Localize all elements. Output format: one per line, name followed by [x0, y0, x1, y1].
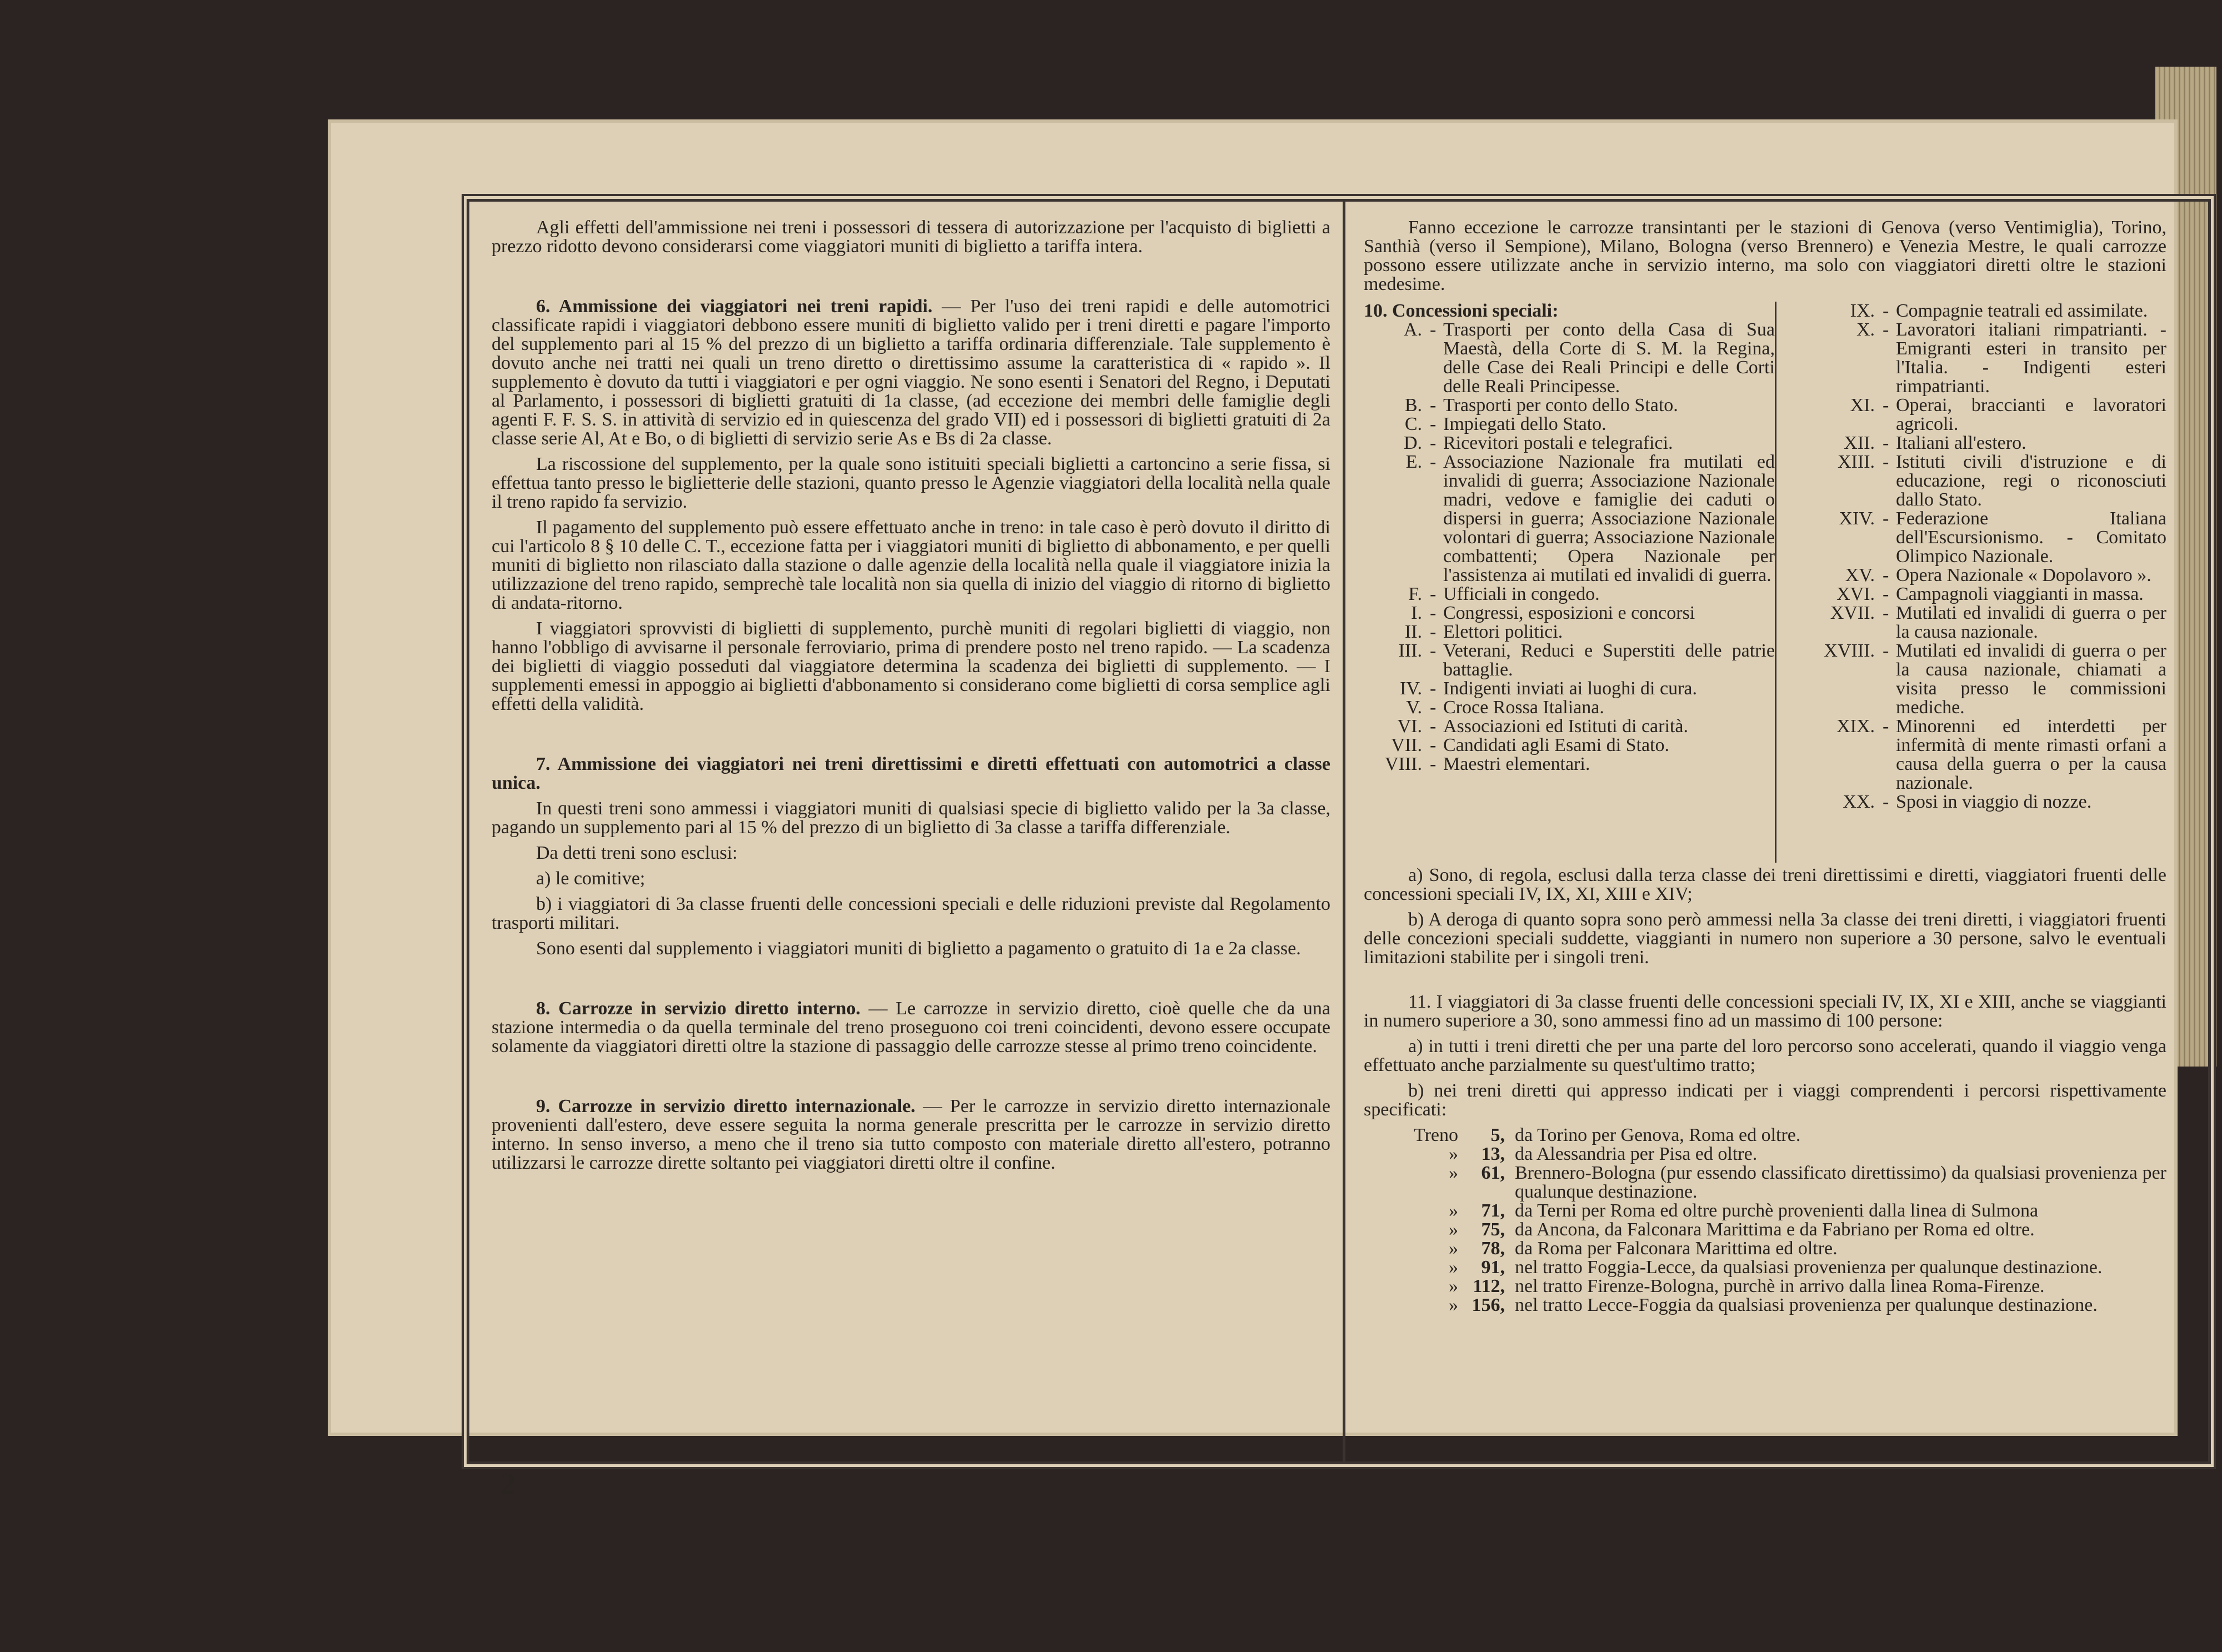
concession-item [1364, 604, 1775, 623]
concession-item-key: B. [1404, 395, 1422, 415]
train-item-key: » [1449, 1219, 1458, 1240]
concessions-right-list [1791, 302, 2166, 812]
train-item [1364, 1296, 2166, 1315]
concession-item-text: Candidati agli Esami di Stato. [1443, 735, 1670, 755]
section-9 [492, 1097, 1330, 1173]
concession-item [1791, 321, 2166, 396]
concession-item-key: XIV. [1839, 508, 1875, 529]
dash: - [1430, 622, 1437, 642]
dash: - [1430, 603, 1437, 623]
dash: - [1430, 414, 1437, 434]
section-11-item-b: b) nei treni diretti qui appresso indicati per i viaggi comprendenti i percorsi rispettivamente specificati: [1364, 1080, 2166, 1120]
concession-item-key: IX. [1850, 301, 1875, 321]
train-item-number: 78, [1481, 1238, 1505, 1259]
concession-item-text: Veterani, Reduci e Superstiti delle patrie battaglie. [1443, 640, 1775, 680]
train-item-number: 71, [1481, 1200, 1505, 1221]
dash: - [1883, 640, 1889, 661]
section-6-paragraph-3: Il pagamento del supplemento può essere effettuato anche in treno: in tale caso è però dovuto il diritto di cui l'articolo 8 § 10 delle C. T., eccezione fatta per i viaggiatori muniti di biglietto di abbonamento, e per quelli muniti di biglietto non rilasciato dalla stazione o dalle agenzie della località nella quale il viaggiatore inizia la utilizzazione del treno rapido, semprechè tale località non sia quella di inizio del viaggio di ritorno di biglietto di andata-ritorno. [492, 517, 1330, 613]
concession-item-text: Compagnie teatrali ed assimilate. [1896, 301, 2148, 321]
concession-item [1364, 415, 1775, 434]
concession-item [1364, 755, 1775, 774]
section-7-item-b: b) i viaggiatori di 3a classe fruenti delle concessioni speciali e delle riduzioni previste dal Regolamento trasporti militari. [492, 894, 1330, 933]
concession-item-text: Italiani all'estero. [1896, 433, 2026, 453]
concession-item-key: XX. [1843, 792, 1875, 812]
concession-item-key: F. [1408, 584, 1422, 604]
train-list [1364, 1126, 2166, 1315]
concession-item-key: XIII. [1837, 452, 1875, 472]
dash: - [1430, 697, 1437, 718]
concession-item-text: Mutilati ed invalidi di guerra o per la causa nazionale. [1896, 603, 2166, 642]
train-item-key: » [1449, 1200, 1458, 1221]
section-9-text: — Per le carrozze in servizio diretto internazionale provenienti dall'estero, deve essere seguita la norma generale prescritta per le carrozze in servizio diretto interno. In senso inverso, a meno che il treno sia tutto composto con materiale diretto all'estero, potranno utilizzarsi le carrozze dirette soltanto pei viaggiatori diretti oltre il confine. [492, 1096, 1330, 1173]
concession-item-text: Associazione Nazionale fra mutilati ed invalidi di guerra; Associazione Nazionale madri, vedove e famiglie dei caduti o dispersi in guerra; Associazione Nazionale volontari di guerra; Associazione Nazionale combattenti; Opera Nazionale per l'assistenza ai mutilati ed invalidi di guerra. [1443, 452, 1775, 585]
train-item [1364, 1202, 2166, 1220]
section-6-text: — Per l'uso dei treni rapidi e delle automotrici classificate rapidi i viaggiatori debbono essere muniti di biglietto valido per i treni diretti e pagare l'importo del supplemento pari al 15 % del prezzo di un biglietto a tariffa ordinaria differenziale. Tale supplemento è dovuto anche nei tratti nei quali un treno diretto o direttissimo assume la caratteristica di « rapido ». Il supplemento è dovuto da tutti i viaggiatori e per ogni viaggio. Ne sono esenti i Senatori del Regno, i Deputati al Parlamento, i possessori di biglietti gratuiti di 1a classe, (ad eccezione dei membri delle famiglie degli agenti F. F. S. S. in attività di servizio ed in quiescenza del grado VII) ed i possessori di biglietti gratuiti di 2a classe serie Al, At e Bo, o di biglietti di servizio serie As e Bs di 2a classe. [492, 296, 1330, 449]
concession-item [1364, 642, 1775, 679]
concession-item [1791, 434, 2166, 453]
train-item-number: 75, [1481, 1219, 1505, 1240]
right-column [1364, 218, 2166, 1445]
section-10-note-a: a) Sono, di regola, esclusi dalla terza classe dei treni direttissimi e diretti, viaggiatori fruenti delle concessioni speciali IV, IX, XI, XIII e XIV; [1364, 865, 2166, 904]
dash: - [1883, 565, 1889, 585]
concession-item-text: Operai, braccianti e lavoratori agricoli. [1896, 395, 2166, 434]
dash: - [1430, 735, 1437, 755]
concession-item-text: Congressi, esposizioni e concorsi [1443, 603, 1695, 623]
section-6 [492, 297, 1330, 448]
train-item [1364, 1145, 2166, 1164]
section-6-paragraph-4: I viaggiatori sprovvisti di biglietti di supplemento, purchè muniti di regolari biglietti di viaggio, non hanno l'obbligo di avvisarne il personale ferroviario, prima di prendere posto nel treno rapido. — La scadenza dei biglietti di viaggio posseduti dal viaggiatore determina la scadenza dei biglietti di supplemento. — I supplementi emessi in appoggio ai biglietti d'abbonamento si considerano come biglietti di corsa semplice agli effetti della validità. [492, 618, 1330, 714]
concession-item [1791, 793, 2166, 812]
column-divider [1343, 202, 1345, 1461]
train-item-number: 13, [1481, 1144, 1505, 1164]
section-8-title: 8. Carrozze in servizio diretto interno. [536, 998, 860, 1019]
concession-item-key: VI. [1397, 716, 1422, 737]
concession-item [1791, 302, 2166, 321]
concession-item-text: Minorenni ed interdetti per infermità di mente rimasti orfani a causa della guerra o per la causa nazionale. [1896, 716, 2166, 793]
train-item-text: nel tratto Lecce-Foggia da qualsiasi provenienza per qualunque destinazione. [1515, 1295, 2098, 1315]
concession-item-key: VIII. [1384, 754, 1422, 774]
dash: - [1430, 678, 1437, 699]
dash: - [1430, 395, 1437, 415]
train-item-text: nel tratto Firenze-Bologna, purchè in arrivo dalla linea Roma-Firenze. [1515, 1276, 2045, 1296]
train-item-text: da Alessandria per Pisa ed oltre. [1515, 1144, 1758, 1164]
concession-item-text: Associazioni ed Istituti di carità. [1443, 716, 1688, 737]
concession-item [1791, 585, 2166, 604]
concession-item [1791, 453, 2166, 509]
section-7-paragraph-1: In questi treni sono ammessi i viaggiatori muniti di qualsiasi specie di biglietto valido per la 3a classe, pagando un supplemento pari al 15 % del prezzo di un biglietto di 3a classe a tariffa differenziale. [492, 798, 1330, 838]
train-item-number: 5, [1490, 1125, 1505, 1145]
concession-item-key: XI. [1850, 395, 1875, 415]
concession-item [1791, 566, 2166, 585]
intro-paragraph: Agli effetti dell'ammissione nei treni i possessori di tessera di autorizzazione per l'acquisto di biglietti a prezzo ridotto devono considerarsi come viaggiatori muniti di biglietto a tariffa intera. [492, 217, 1330, 257]
train-item-number: 61, [1481, 1163, 1505, 1183]
concession-item-key: XVI. [1836, 584, 1875, 604]
section-7-paragraph-2: Da detti treni sono esclusi: [536, 843, 738, 863]
concession-item [1364, 736, 1775, 755]
concession-item-text: Campagnoli viaggianti in massa. [1896, 584, 2144, 604]
train-item-text: da Ancona, da Falconara Marittima e da Fabriano per Roma ed oltre. [1515, 1219, 2035, 1240]
section-11-paragraph: 11. I viaggiatori di 3a classe fruenti delle concessioni speciali IV, IX, XI e XIII, anche se viaggianti in numero superiore a 30, sono ammessi fino ad un massimo di 100 persone: [1364, 992, 2166, 1031]
dash: - [1430, 452, 1437, 472]
dash: - [1883, 452, 1889, 472]
concession-item [1791, 509, 2166, 566]
concession-item [1364, 679, 1775, 698]
concession-item-text: Indigenti inviati ai luoghi di cura. [1443, 678, 1698, 699]
concession-item-text: Maestri elementari. [1443, 754, 1590, 774]
section-7-title: 7. Ammissione dei viaggiatori nei treni direttissimi e diretti effettuati con automotrici a classe unica. [492, 754, 1330, 793]
section-8-text: — Le carrozze in servizio diretto, cioè quelle che da una stazione intermedia o da quella terminale del treno proseguono coi treni coincidenti, devono essere occupate solamente da viaggiatori diretti oltre la stazione di passaggio delle carrozze stesse al primo treno coincidente. [492, 998, 1330, 1057]
concession-item-text: Ufficiali in congedo. [1443, 584, 1600, 604]
train-item-key: Treno [1414, 1125, 1458, 1145]
train-item [1364, 1220, 2166, 1239]
dash: - [1883, 792, 1889, 812]
concession-item-key: C. [1404, 414, 1422, 434]
concession-item-key: XII. [1844, 433, 1875, 453]
dash: - [1883, 584, 1889, 604]
train-item [1364, 1258, 2166, 1277]
concession-item [1364, 453, 1775, 585]
train-item-number: 156, [1472, 1295, 1505, 1315]
concession-item-text: Impiegati dello Stato. [1443, 414, 1607, 434]
dash: - [1883, 301, 1889, 321]
concession-item-key: I. [1411, 603, 1422, 623]
train-item-text: da Torino per Genova, Roma ed oltre. [1515, 1125, 1801, 1145]
concession-item [1364, 623, 1775, 642]
dash: - [1430, 754, 1437, 774]
concession-item [1364, 434, 1775, 453]
section-7-item-a: a) le comitive; [536, 868, 645, 889]
train-item-number: 112, [1473, 1276, 1505, 1296]
dash: - [1430, 716, 1437, 737]
train-item-key: » [1449, 1295, 1458, 1315]
section-8 [492, 999, 1330, 1056]
dash: - [1883, 603, 1889, 623]
train-item-text: nel tratto Foggia-Lecce, da qualsiasi provenienza per qualunque destinazione. [1515, 1257, 2103, 1278]
train-item-number: 91, [1481, 1257, 1505, 1278]
right-intro-paragraph: Fanno eccezione le carrozze transintanti per le stazioni di Genova (verso Ventimiglia), Torino, Santhià (verso il Sempione), Milano, Bologna (verso Brennero) e Venezia Mestre, le quali carrozze possono essere utilizzate anche in servizio interno, ma solo con viaggiatori diretti oltre le stazioni medesime. [1364, 217, 2166, 294]
train-item [1364, 1277, 2166, 1296]
concession-item-key: E. [1405, 452, 1422, 472]
left-column [492, 218, 1330, 1445]
concession-item-text: Federazione Italiana dell'Escursionismo. - Comitato Olimpico Nazionale. [1896, 508, 2166, 567]
concession-item-key: VII. [1391, 735, 1422, 755]
section-6-title: 6. Ammissione dei viaggiatori nei treni rapidi. [536, 296, 933, 317]
concession-item-key: X. [1856, 319, 1875, 340]
concession-item [1364, 396, 1775, 415]
section-9-title: 9. Carrozze in servizio diretto internazionale. [536, 1096, 915, 1117]
concession-item-text: Sposi in viaggio di nozze. [1896, 792, 2092, 812]
concession-item-key: V. [1406, 697, 1422, 718]
concession-item-key: XVIII. [1824, 640, 1875, 661]
train-item-key: » [1449, 1163, 1458, 1183]
concession-item-text: Trasporti per conto dello Stato. [1443, 395, 1678, 415]
concession-item [1364, 698, 1775, 717]
concession-item [1791, 396, 2166, 434]
concession-item-text: Mutilati ed invalidi di guerra o per la causa nazionale, chiamati a visita presso le commissioni mediche. [1896, 640, 2166, 718]
section-11-item-a: a) in tutti i treni diretti che per una parte del loro percorso sono accelerati, quando il viaggio venga effettuato anche parzialmente su quest'ultimo tratto; [1364, 1036, 2166, 1075]
dash: - [1883, 716, 1889, 737]
concession-item-key: II. [1404, 622, 1422, 642]
dash: - [1883, 508, 1889, 529]
train-item-key: » [1449, 1276, 1458, 1296]
concession-item [1791, 717, 2166, 793]
section-10-title: 10. Concessioni speciali: [1364, 301, 1559, 321]
concession-item-key: IV. [1400, 678, 1422, 699]
train-item [1364, 1239, 2166, 1258]
concession-item-text: Elettori politici. [1443, 622, 1563, 642]
concession-item-text: Istituti civili d'istruzione e di educazione, regi o riconosciuti dallo Stato. [1896, 452, 2166, 510]
concessions-left-list [1364, 302, 1776, 863]
train-item-text: Brennero-Bologna (pur essendo classificato direttissimo) da qualsiasi provenienza per qualunque destinazione. [1515, 1163, 2166, 1202]
section-7-paragraph-3: Sono esenti dal supplemento i viaggiatori muniti di biglietto a pagamento o gratuito di 1a e 2a classe. [536, 938, 1301, 959]
concession-item [1791, 604, 2166, 642]
concession-item [1791, 642, 2166, 717]
train-item-text: da Terni per Roma ed oltre purchè provenienti dalla linea di Sulmona [1515, 1200, 2039, 1221]
concession-item-text: Lavoratori italiani rimpatrianti. - Emigranti esteri in transito per l'Italia. - Indigenti esteri rimpatrianti. [1896, 319, 2166, 397]
concession-item-key: XV. [1845, 565, 1875, 585]
dash: - [1430, 584, 1437, 604]
train-item-text: da Roma per Falconara Marittima ed oltre. [1515, 1238, 1838, 1259]
concession-item-key: D. [1403, 433, 1422, 453]
dash: - [1883, 395, 1889, 415]
train-item [1364, 1126, 2166, 1145]
text-frame [467, 199, 2211, 1464]
dash: - [1430, 433, 1437, 453]
section-6-paragraph-2: La riscossione del supplemento, per la quale sono istituiti speciali biglietti a cartoncino a serie fissa, si effettua tanto presso le biglietterie delle stazioni, quanto presso le Agenzie viaggiatori della località nella quale il treno rapido fa servizio. [492, 454, 1330, 512]
concession-item-key: XVII. [1830, 603, 1875, 623]
concession-item-text: Ricevitori postali e telegrafici. [1443, 433, 1673, 453]
dash: - [1430, 319, 1437, 340]
concessions-table [1364, 302, 2166, 866]
concession-item-key: XIX. [1836, 716, 1875, 737]
dash: - [1883, 319, 1889, 340]
concession-item [1364, 321, 1775, 396]
concession-item-text: Opera Nazionale « Dopolavoro ». [1896, 565, 2151, 585]
concession-item-key: III. [1398, 640, 1422, 661]
page-number: 2 [500, 1467, 516, 1501]
concession-item-text: Trasporti per conto della Casa di Sua Maestà, della Corte di S. M. la Regina, delle Case dei Reali Principi e delle Corti delle Reali Principesse. [1443, 319, 1775, 397]
train-item [1364, 1164, 2166, 1202]
concession-item-text: Croce Rossa Italiana. [1443, 697, 1604, 718]
concession-item [1364, 585, 1775, 604]
train-item-key: » [1449, 1238, 1458, 1259]
concession-item-key: A. [1403, 319, 1422, 340]
section-10-note-b: b) A deroga di quanto sopra sono però ammessi nella 3a classe dei treni diretti, i viaggiatori fruenti delle concezioni speciali suddette, viaggianti in numero non superiore a 30 persone, salvo le eventuali limitazioni stabilite per i singoli treni. [1364, 909, 2166, 968]
dash: - [1883, 433, 1889, 453]
train-item-key: » [1449, 1144, 1458, 1164]
train-item-key: » [1449, 1257, 1458, 1278]
concession-item [1364, 717, 1775, 736]
dash: - [1430, 640, 1437, 661]
